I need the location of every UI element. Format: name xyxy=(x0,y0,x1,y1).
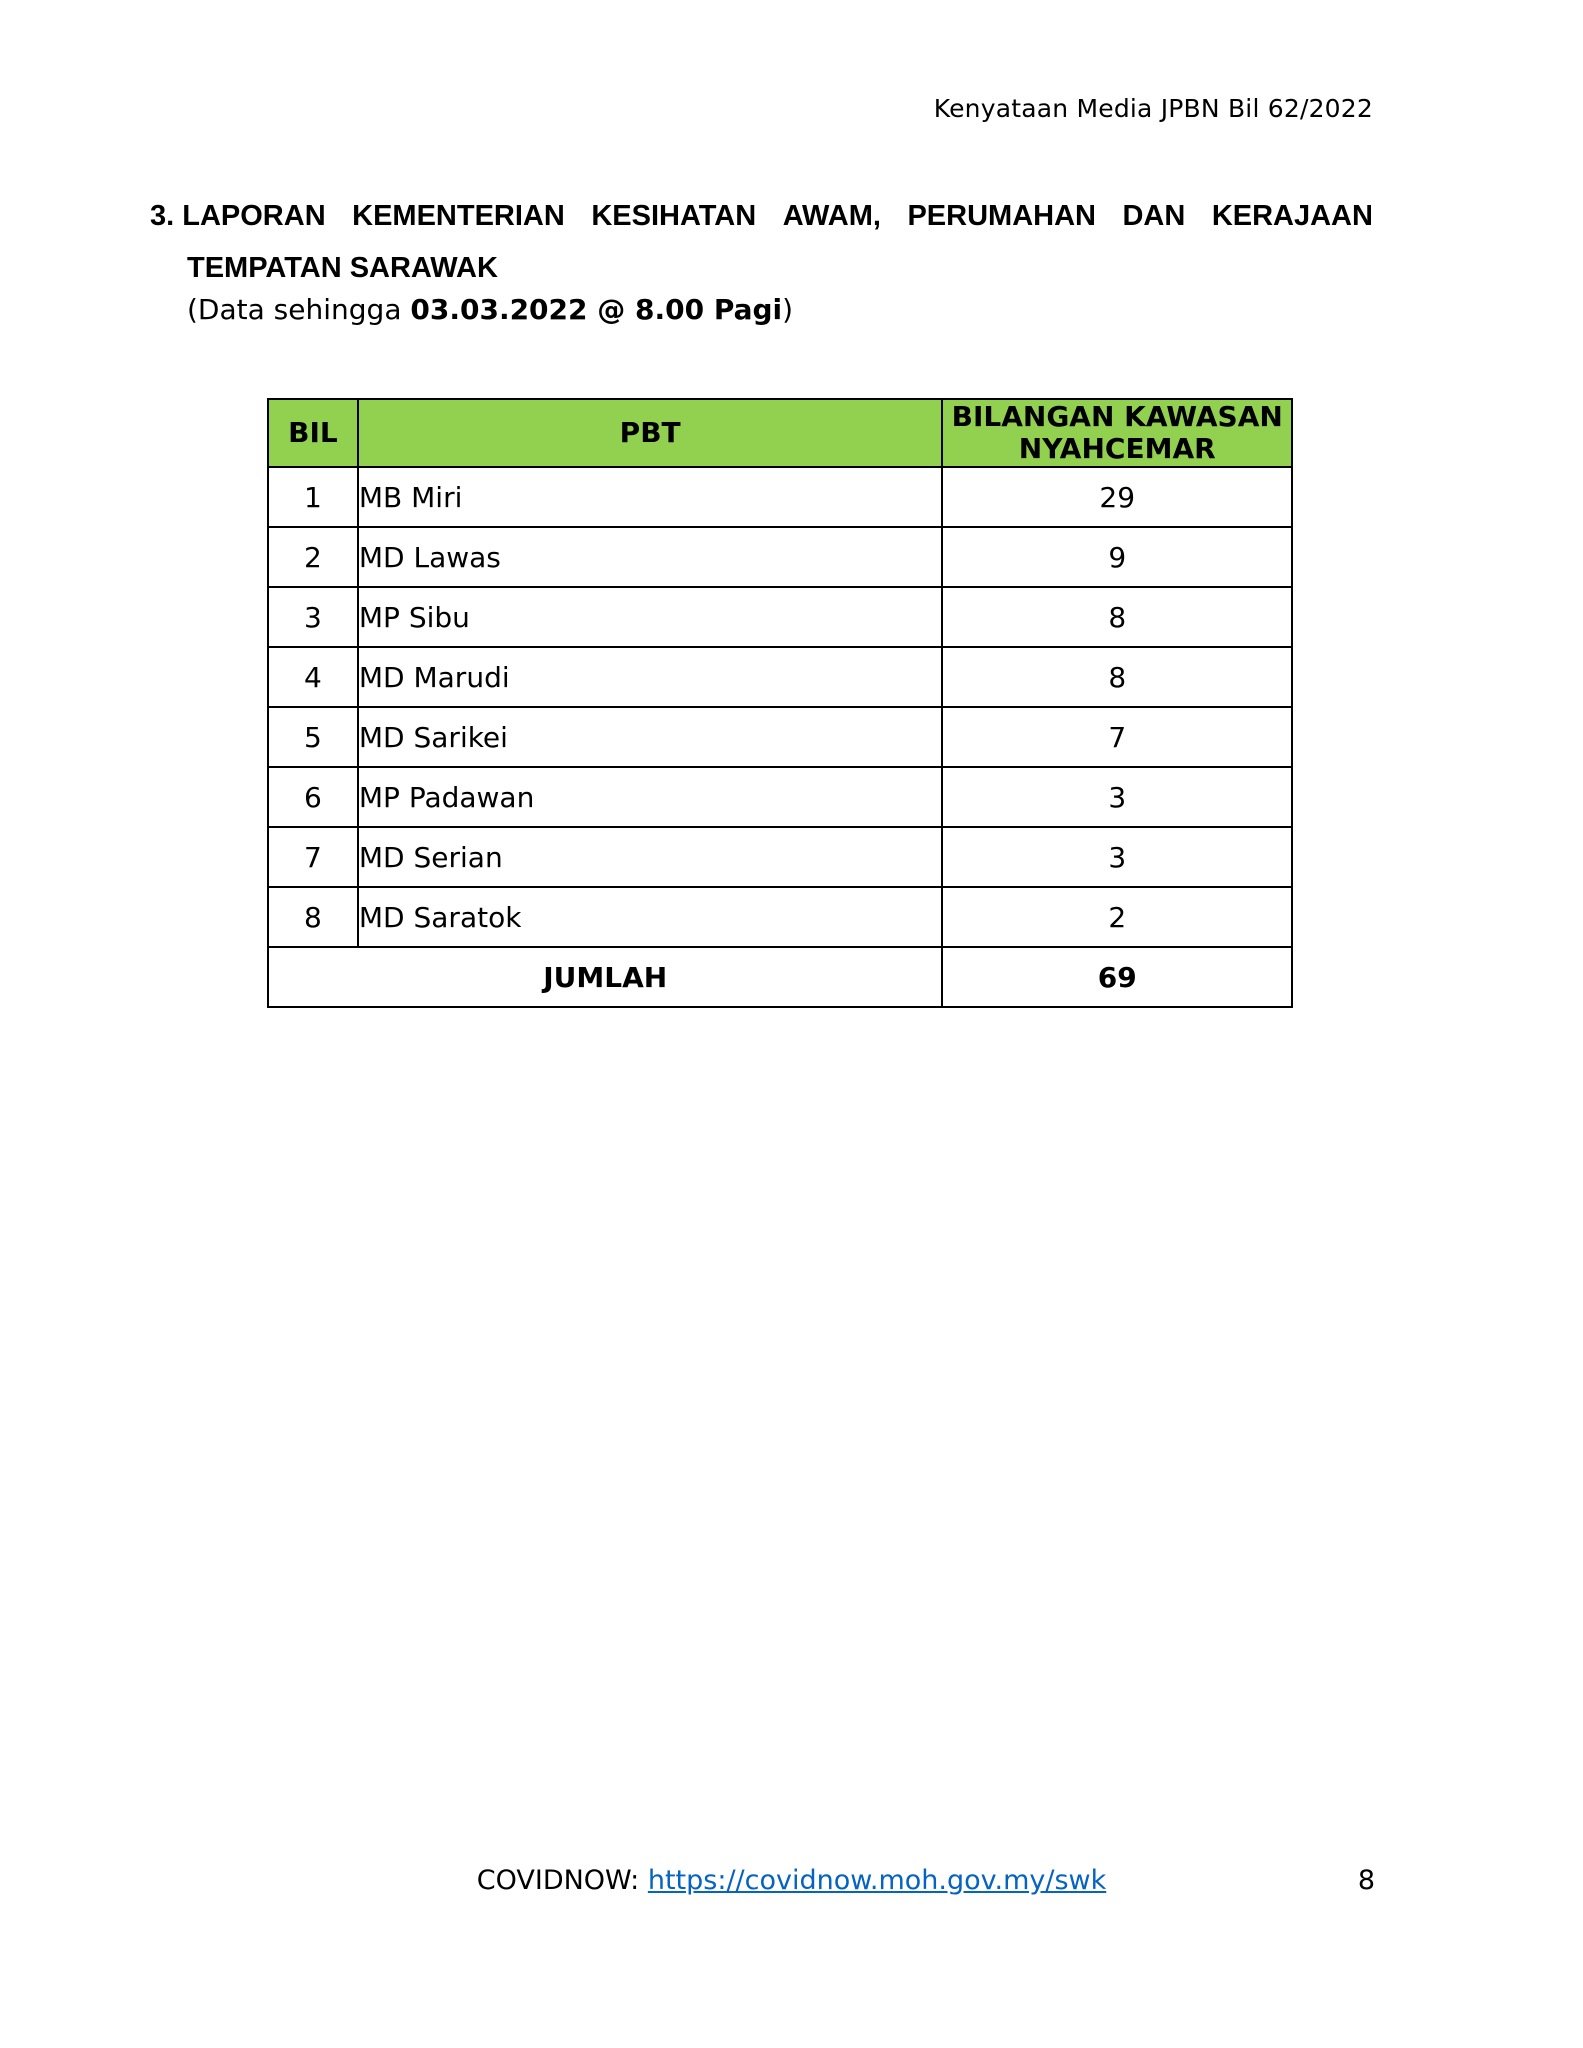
table-row xyxy=(268,527,1292,587)
heading-word: KEMENTERIAN xyxy=(352,200,565,232)
row-bil: 7 xyxy=(268,827,358,887)
page-number: 8 xyxy=(1357,1865,1375,1896)
heading-word: LAPORAN xyxy=(182,200,326,232)
section-heading xyxy=(150,190,1373,294)
row-count: 7 xyxy=(942,707,1292,767)
note-prefix: (Data sehingga xyxy=(187,293,411,326)
table-total-row xyxy=(268,947,1292,1007)
row-count: 8 xyxy=(942,647,1292,707)
row-count: 8 xyxy=(942,587,1292,647)
heading-word: AWAM, xyxy=(782,200,881,232)
row-pbt: MB Miri xyxy=(358,467,943,527)
row-bil: 2 xyxy=(268,527,358,587)
heading-word: PERUMAHAN xyxy=(907,200,1096,232)
row-count: 3 xyxy=(942,767,1292,827)
table-header-row xyxy=(268,399,1292,467)
header-bil: BIL xyxy=(268,399,358,467)
row-count: 29 xyxy=(942,467,1292,527)
row-pbt: MP Padawan xyxy=(358,767,943,827)
row-bil: 1 xyxy=(268,467,358,527)
row-bil: 8 xyxy=(268,887,358,947)
row-bil: 4 xyxy=(268,647,358,707)
row-count: 9 xyxy=(942,527,1292,587)
total-value: 69 xyxy=(942,947,1292,1007)
table-row xyxy=(268,767,1292,827)
table-row xyxy=(268,887,1292,947)
header-count-line-2: NYAHCEMAR xyxy=(1018,432,1216,465)
table-row xyxy=(268,707,1292,767)
row-pbt: MD Serian xyxy=(358,827,943,887)
covidnow-link[interactable]: https://covidnow.moh.gov.my/swk xyxy=(647,1865,1107,1896)
table-row xyxy=(268,827,1292,887)
heading-word: KERAJAAN xyxy=(1211,200,1373,232)
statement-reference: Kenyataan Media JPBN Bil 62/2022 xyxy=(933,94,1373,123)
section-number: 3. xyxy=(150,200,175,232)
heading-word: KESIHATAN xyxy=(591,200,757,232)
data-date-note xyxy=(187,290,793,330)
row-pbt: MD Lawas xyxy=(358,527,943,587)
note-suffix: ) xyxy=(782,293,794,326)
row-pbt: MD Saratok xyxy=(358,887,943,947)
row-count: 3 xyxy=(942,827,1292,887)
row-pbt: MD Sarikei xyxy=(358,707,943,767)
row-bil: 5 xyxy=(268,707,358,767)
heading-line-2: TEMPATAN SARAWAK xyxy=(187,252,498,284)
footer xyxy=(0,1865,1583,1896)
table-row xyxy=(268,587,1292,647)
table-row xyxy=(268,467,1292,527)
row-bil: 6 xyxy=(268,767,358,827)
row-count: 2 xyxy=(942,887,1292,947)
header-count xyxy=(942,399,1292,467)
header-pbt: PBT xyxy=(358,399,943,467)
table-row xyxy=(268,647,1292,707)
heading-word: DAN xyxy=(1122,200,1186,232)
row-pbt: MD Marudi xyxy=(358,647,943,707)
row-pbt: MP Sibu xyxy=(358,587,943,647)
note-date: 03.03.2022 @ 8.00 Pagi xyxy=(410,293,783,326)
decontamination-area-table xyxy=(267,398,1293,1008)
heading-line-1 xyxy=(150,190,1373,242)
section-number-and-word-1 xyxy=(150,190,326,242)
footer-label: COVIDNOW: xyxy=(476,1865,648,1896)
total-label: JUMLAH xyxy=(268,947,942,1007)
row-bil: 3 xyxy=(268,587,358,647)
header-count-line-1: BILANGAN KAWASAN xyxy=(951,400,1283,433)
